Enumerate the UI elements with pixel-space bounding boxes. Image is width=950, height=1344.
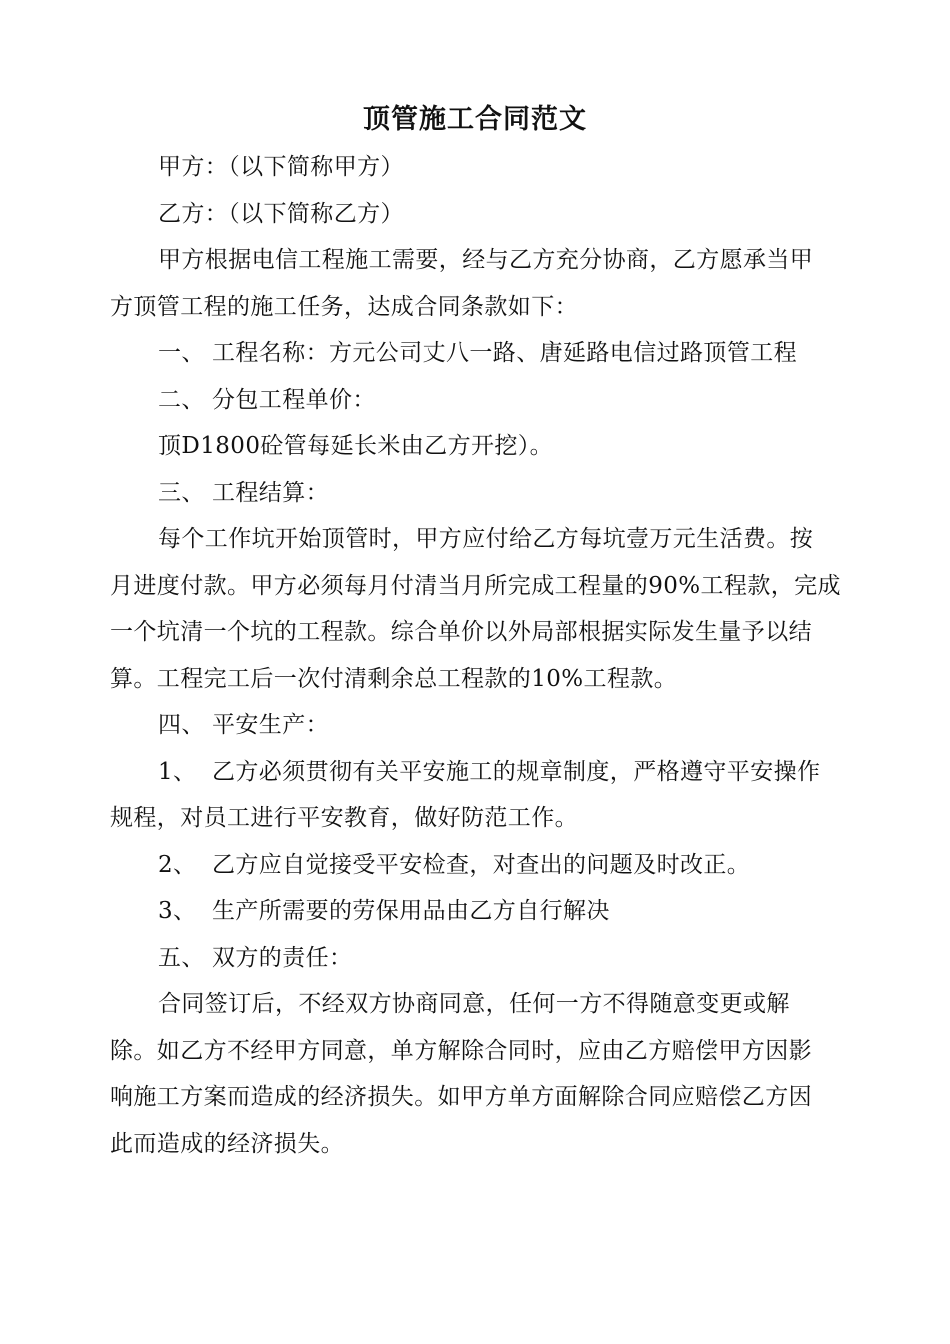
item-text: 乙方应自觉接受平安检查，对查出的问题及时改正。 — [212, 851, 751, 878]
page-title: 顶管施工合同范文 — [363, 104, 587, 135]
item-number: 1、 — [158, 758, 197, 785]
item-text: 生产所需要的劳保用品由乙方自行解决 — [212, 898, 610, 924]
party-b-line: 乙方：（以下简称乙方） — [158, 200, 404, 227]
responsibility-line: 除。如乙方不经甲方同意，单方解除合同时，应由乙方赔偿甲方因影 — [110, 1037, 812, 1064]
section-number: 一、 — [158, 340, 205, 366]
party-a-line: 甲方：（以下简称甲方） — [158, 154, 404, 180]
settlement-line: 一个坑清一个坑的工程款。综合单价以外局部根据实际发生量予以结 — [110, 619, 812, 645]
settlement-line: 月进度付款。甲方必须每月付清当月所完成工程量的90%工程款，完成 — [110, 572, 841, 599]
settlement-line: 算。工程完工后一次付清剩余总工程款的10%工程款。 — [110, 665, 678, 692]
settlement-paragraph — [110, 516, 842, 702]
section-3 — [110, 470, 842, 517]
item-text: 规程，对员工进行平安教育，做好防范工作。 — [110, 805, 578, 831]
section-number: 二、 — [158, 386, 205, 413]
responsibility-line: 此而造成的经济损失。 — [110, 1130, 344, 1157]
section-text: 工程名称：方元公司丈八一路、唐延路电信过路顶管工程 — [212, 340, 797, 366]
section-number: 四、 — [158, 712, 205, 738]
section-text: 双方的责任： — [212, 944, 353, 971]
section-text: 平安生产： — [212, 712, 329, 738]
section-text: 分包工程单价： — [212, 386, 376, 413]
responsibility-paragraph — [110, 981, 842, 1167]
item-number: 3、 — [158, 898, 197, 924]
intro-line: 甲方根据电信工程施工需要，经与乙方充分协商，乙方愿承当甲 — [158, 247, 814, 273]
section-text: 工程结算： — [212, 479, 329, 506]
safety-item-2 — [110, 842, 842, 889]
settlement-line: 每个工作坑开始顶管时，甲方应付给乙方每坑壹万元生活费。按 — [158, 526, 814, 552]
document-body — [110, 144, 842, 1167]
section-1 — [110, 330, 842, 377]
safety-item-1 — [110, 749, 842, 842]
safety-item-3 — [110, 888, 842, 935]
item-text: 乙方必须贯彻有关平安施工的规章制度，严格遵守平安操作 — [212, 758, 821, 785]
section-2 — [110, 377, 842, 424]
section-number: 五、 — [158, 944, 205, 971]
responsibility-line: 合同签订后，不经双方协商同意，任何一方不得随意变更或解 — [158, 991, 790, 1017]
section-4 — [110, 702, 842, 749]
intro-paragraph — [110, 237, 842, 330]
intro-line: 方顶管工程的施工任务，达成合同条款如下： — [110, 293, 578, 320]
responsibility-line: 响施工方案而造成的经济损失。如甲方单方面解除合同应赔偿乙方因 — [110, 1084, 812, 1110]
item-number: 2、 — [158, 851, 197, 878]
section-number: 三、 — [158, 479, 205, 506]
price-line: 顶D1800砼管每延长米由乙方开挖）。 — [158, 433, 554, 459]
section-5 — [110, 935, 842, 982]
